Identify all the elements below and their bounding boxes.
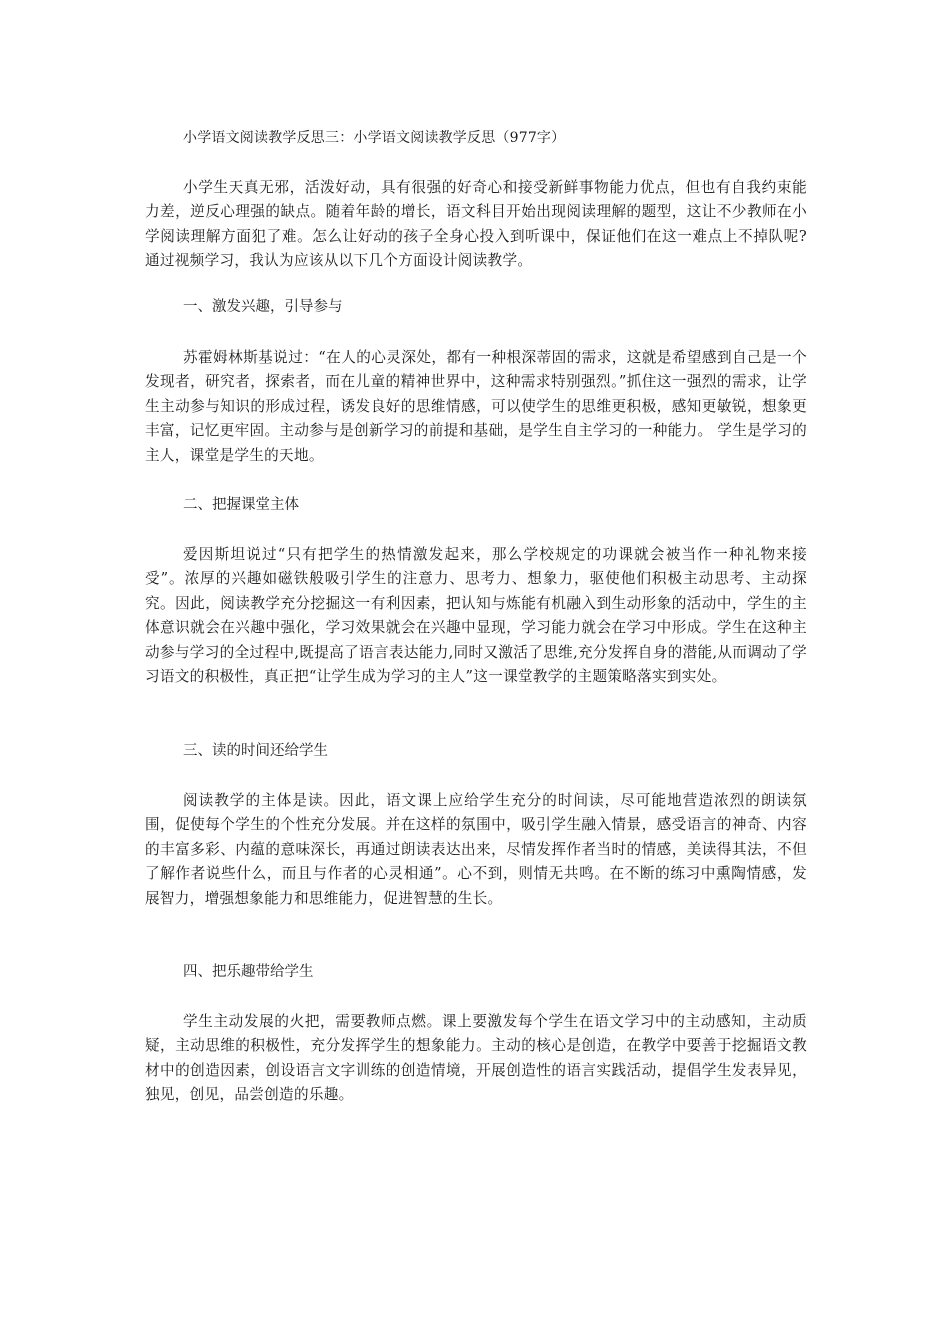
section-body-1: 苏霍姆林斯基说过：“在人的心灵深处，都有一种根深蒂固的需求，这就是希望感到自己是一个发现者，研究者，探索者，而在儿童的精神世界中，这种需求特别强烈。”抓住这一强烈的需求，让学生主动参与知识的形成过程，诱发良好的思维情感，可以使学生的思维更积极，感知更敏锐，想象更丰富，记忆更牢固。主动参与是创新学习的前提和基础，是学生自主学习的一种能力。 学生是学习的主人，课堂是学生的天地。 [145, 349, 807, 464]
section-body-4: 学生主动发展的火把，需要教师点燃。课上要激发每个学生在语文学习中的主动感知，主动质疑，主动思维的积极性，充分发挥学生的想象能力。主动的核心是创造，在教学中要善于挖掘语文教材中的创造因素，创设语言文字训练的创造情境，开展创造性的语言实践活动，提倡学生发表异见，独见，创见，品尝创造的乐趣。 [145, 1013, 807, 1104]
section-heading-1: 一、激发兴趣，引导参与 [183, 299, 343, 315]
section-heading-3: 三、读的时间还给学生 [183, 743, 328, 759]
section-heading-2: 二、把握课堂主体 [183, 497, 299, 513]
document-title: 小学语文阅读教学反思三：小学语文阅读教学反思（977字） [183, 130, 566, 146]
section-heading-4: 四、把乐趣带给学生 [183, 964, 314, 980]
section-body-3: 阅读教学的主体是读。因此，语文课上应给学生充分的时间读，尽可能地营造浓烈的朗读氛围，促使每个学生的个性充分发展。并在这样的氛围中，吸引学生融入情景，感受语言的神奇、内容的丰富多彩、内蕴的意味深长，再通过朗读表达出来，尽情发挥作者当时的情感，美读得其法，不但了解作者说些什么，而且与作者的心灵相通”。心不到，则情无共鸣。在不断的练习中熏陶情感，发展智力，增强想象能力和思维能力，促进智慧的生长。 [145, 792, 807, 907]
intro-paragraph: 小学生天真无邪，活泼好动，具有很强的好奇心和接受新鲜事物能力优点，但也有自我约束能力差，逆反心理强的缺点。随着年龄的增长，语文科目开始出现阅读理解的题型，这让不少教师在小学阅读理解方面犯了难。怎么让好动的孩子全身心投入到听课中，保证他们在这一难点上不掉队呢?通过视频学习，我认为应该从以下几个方面设计阅读教学。 [145, 179, 807, 270]
section-body-2: 爱因斯坦说过“只有把学生的热情激发起来，那么学校规定的功课就会被当作一种礼物来接受”。浓厚的兴趣如磁铁般吸引学生的注意力、思考力、想象力，驱使他们积极主动思考、主动探究。因此，阅读教学充分挖掘这一有利因素，把认知与炼能有机融入到生动形象的活动中，学生的主体意识就会在兴趣中强化，学习效果就会在兴趣中显现，学习能力就会在学习中形成。学生在这种主动参与学习的全过程中,既提高了语言表达能力,同时又激活了思维,充分发挥自身的潜能,从而调动了学习语文的积极性，真正把“让学生成为学习的主人”这一课堂教学的主题策略落实到实处。 [145, 546, 807, 686]
